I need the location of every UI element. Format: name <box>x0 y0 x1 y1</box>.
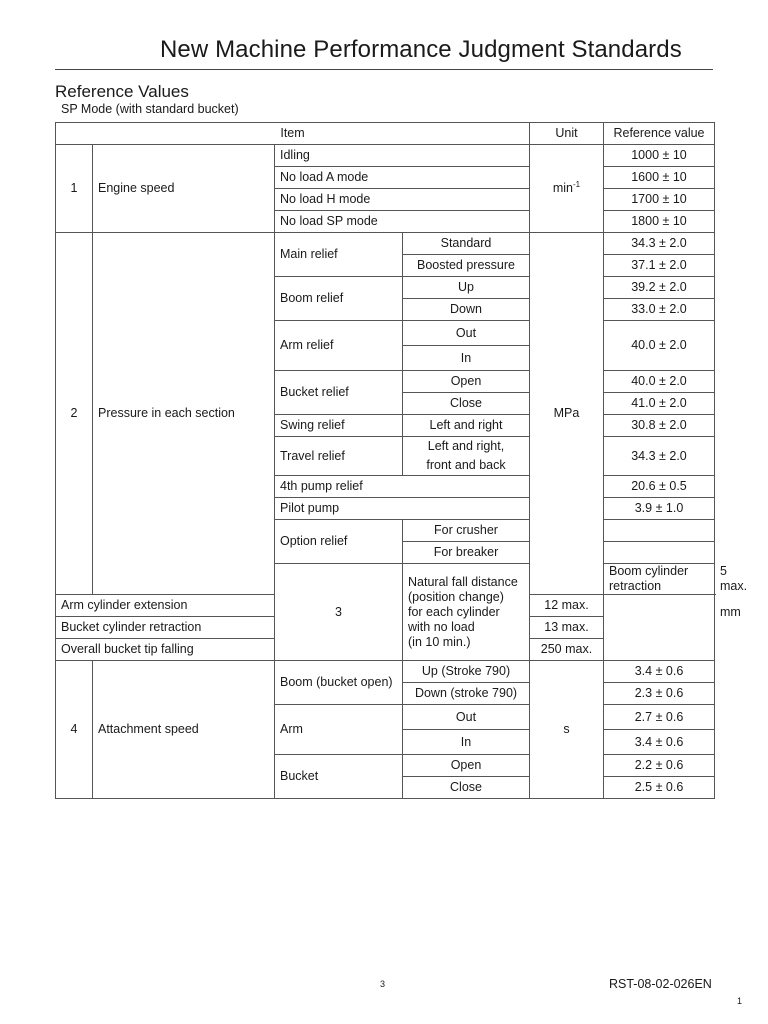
value-cell: 3.4 ± 0.6 <box>604 730 715 755</box>
item-cell: Overall bucket tip falling <box>56 639 275 661</box>
subitem-cell: Open <box>403 371 530 393</box>
value-cell: 39.2 ± 2.0 <box>604 277 715 299</box>
value-cell: 20.6 ± 0.5 <box>604 476 715 498</box>
item-cell: Bucket relief <box>275 371 403 415</box>
subitem-cell: Up <box>403 277 530 299</box>
group-name: Engine speed <box>93 145 275 233</box>
group-name-line: (in 10 min.) <box>408 634 471 649</box>
value-cell: 2.7 ± 0.6 <box>604 705 715 730</box>
item-cell: Bucket <box>275 755 403 799</box>
value-cell: 34.3 ± 2.0 <box>604 437 715 476</box>
item-cell: Idling <box>275 145 530 167</box>
value-cell: 1600 ± 10 <box>604 167 715 189</box>
value-cell: 2.3 ± 0.6 <box>604 683 715 705</box>
item-cell: Arm relief <box>275 321 403 371</box>
subitem-cell: Out <box>403 321 530 346</box>
subitem-cell: Out <box>403 705 530 730</box>
subitem-cell: Standard <box>403 233 530 255</box>
value-cell: 250 max. <box>530 639 604 661</box>
title-divider <box>55 69 713 70</box>
value-cell: 3.9 ± 1.0 <box>604 498 715 520</box>
item-cell: 4th pump relief <box>275 476 530 498</box>
group-name: Pressure in each section <box>93 233 275 595</box>
subitem-cell: Open <box>403 755 530 777</box>
subitem-line: Left and right, <box>427 439 505 453</box>
subitem-cell: Boosted pressure <box>403 255 530 277</box>
page-number: 3 <box>380 979 386 989</box>
unit-exponent: -1 <box>573 179 581 189</box>
item-cell: Boom cylinder retraction <box>604 564 715 595</box>
value-cell: 1700 ± 10 <box>604 189 715 211</box>
item-cell: Arm cylinder extension <box>56 595 275 617</box>
subitem-cell: Left and right <box>403 415 530 437</box>
value-cell: 33.0 ± 2.0 <box>604 299 715 321</box>
value-cell: 40.0 ± 2.0 <box>604 371 715 393</box>
value-cell: 12 max. <box>530 595 604 617</box>
subitem-cell: Close <box>403 777 530 799</box>
group-number: 2 <box>56 233 93 595</box>
value-cell: 1000 ± 10 <box>604 145 715 167</box>
subitem-cell: In <box>403 346 530 371</box>
value-cell: 2.5 ± 0.6 <box>604 777 715 799</box>
header-reference-value: Reference value <box>604 123 715 145</box>
item-cell: No load A mode <box>275 167 530 189</box>
value-cell: 13 max. <box>530 617 604 639</box>
value-cell: 3.4 ± 0.6 <box>604 661 715 683</box>
value-cell <box>604 542 715 564</box>
subitem-cell: For breaker <box>403 542 530 564</box>
corner-page-index: 1 <box>737 996 743 1006</box>
group-name <box>403 564 530 661</box>
header-unit: Unit <box>530 123 604 145</box>
unit-cell: MPa <box>530 233 604 595</box>
subitem-cell: Down <box>403 299 530 321</box>
item-cell: No load SP mode <box>275 211 530 233</box>
group-name-line: for each cylinder with no load <box>408 604 500 634</box>
unit-base: min <box>552 181 574 195</box>
subitem-cell: Close <box>403 393 530 415</box>
table-row: 3 Natural fall distance (position change) for each cylinder with no load (in 10 min.) Boom cylinder retraction mm 5 max. <box>56 564 715 595</box>
reference-values-table <box>55 122 748 799</box>
table-header-row <box>56 123 715 145</box>
item-cell: Bucket cylinder retraction <box>56 617 275 639</box>
header-item: Item <box>56 123 530 145</box>
table-row <box>56 661 715 683</box>
section-subtitle: SP Mode (with standard bucket) <box>61 102 239 116</box>
group-name-line: (position change) <box>408 589 504 604</box>
value-cell: 2.2 ± 0.6 <box>604 755 715 777</box>
item-cell: Arm <box>275 705 403 755</box>
item-cell: Boom relief <box>275 277 403 321</box>
value-cell <box>604 520 715 542</box>
page-title: New Machine Performance Judgment Standards <box>160 36 682 63</box>
value-cell: 40.0 ± 2.0 <box>604 321 715 371</box>
table-row <box>56 145 715 167</box>
group-name-line: Natural fall distance <box>408 574 518 589</box>
item-cell: Pilot pump <box>275 498 530 520</box>
item-cell: Option relief <box>275 520 403 564</box>
value-cell: 1800 ± 10 <box>604 211 715 233</box>
group-number: 1 <box>56 145 93 233</box>
unit-cell: s <box>530 661 604 799</box>
table-row <box>56 233 715 255</box>
document-code: RST-08-02-026EN <box>609 977 712 991</box>
subitem-cell: For crusher <box>403 520 530 542</box>
item-cell: Travel relief <box>275 437 403 476</box>
value-cell: 37.1 ± 2.0 <box>604 255 715 277</box>
value-cell: 41.0 ± 2.0 <box>604 393 715 415</box>
item-cell: Swing relief <box>275 415 403 437</box>
subitem-cell: Down (stroke 790) <box>403 683 530 705</box>
subitem-cell <box>403 437 530 476</box>
group-number: 4 <box>56 661 93 799</box>
unit-cell <box>530 145 604 233</box>
section-title: Reference Values <box>55 82 189 101</box>
subitem-cell: In <box>403 730 530 755</box>
item-cell: Boom (bucket open) <box>275 661 403 705</box>
item-cell: No load H mode <box>275 189 530 211</box>
group-name: Attachment speed <box>93 661 275 799</box>
subitem-cell: Up (Stroke 790) <box>403 661 530 683</box>
group-number: 3 <box>275 564 403 661</box>
item-cell: Main relief <box>275 233 403 277</box>
subitem-line: front and back <box>426 458 506 472</box>
value-cell: 34.3 ± 2.0 <box>604 233 715 255</box>
value-cell: 30.8 ± 2.0 <box>604 415 715 437</box>
